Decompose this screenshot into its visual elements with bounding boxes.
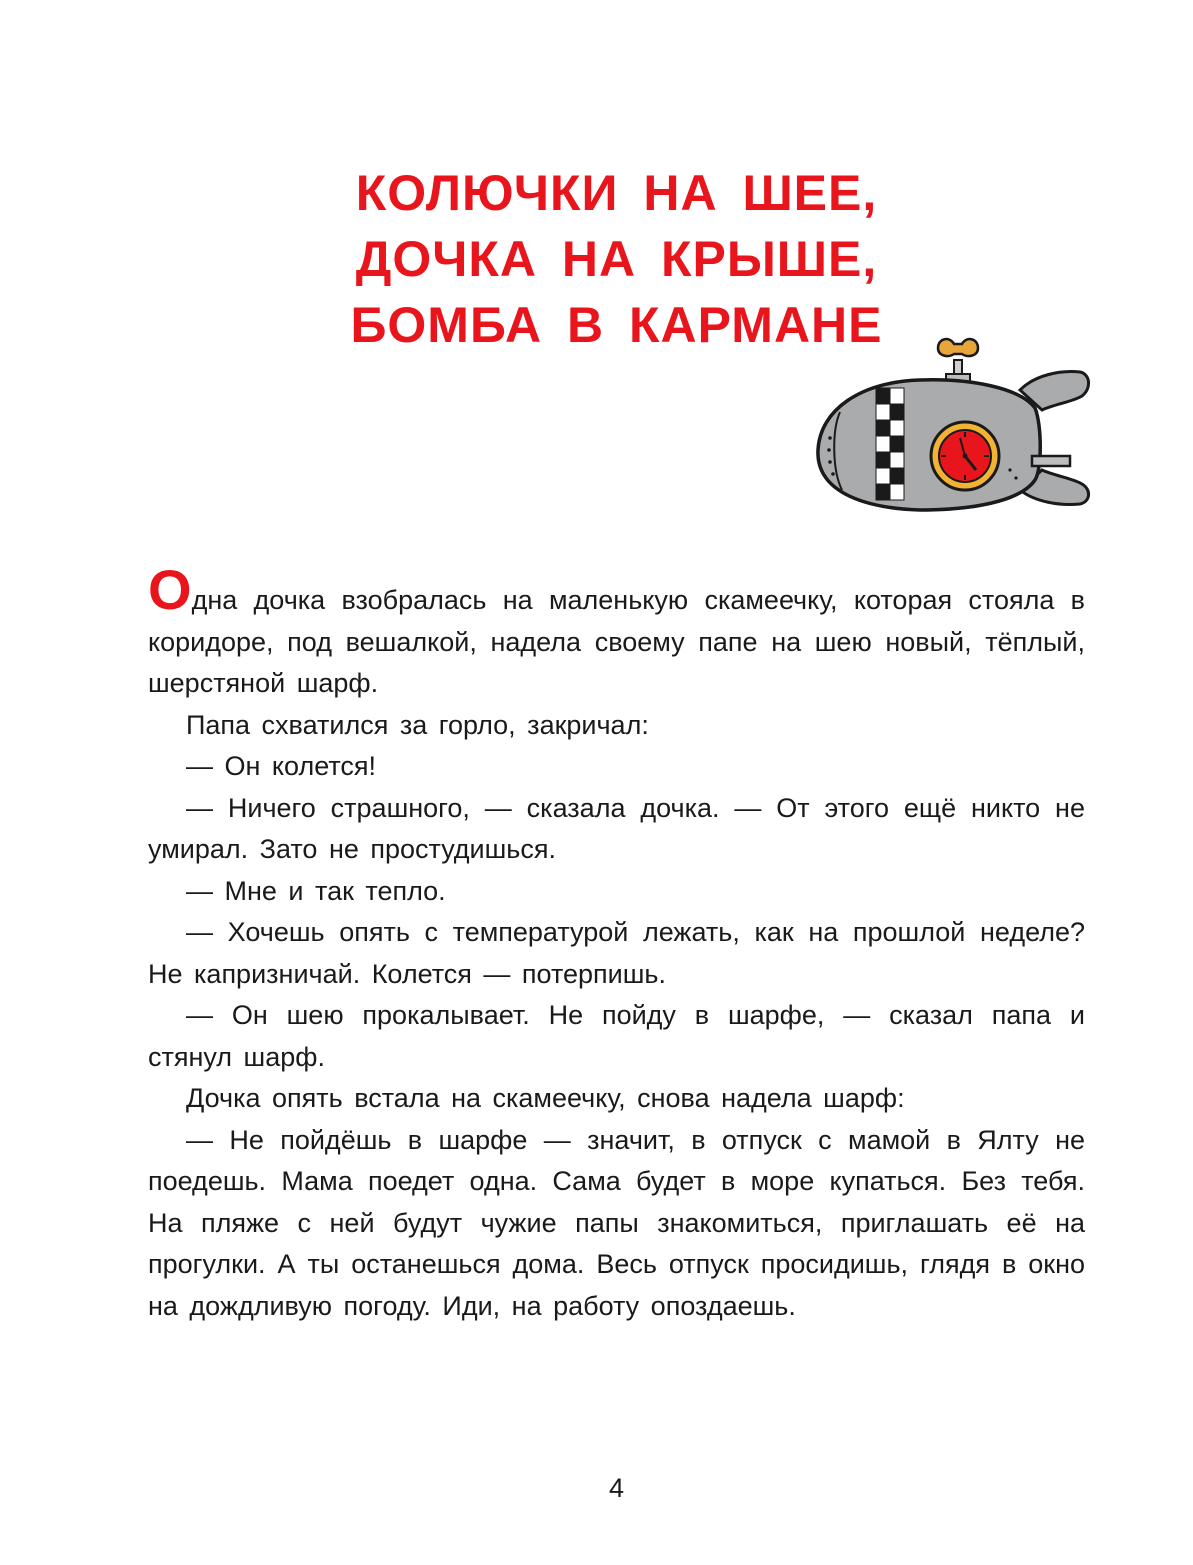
- bomb-body: [818, 380, 1040, 510]
- paragraph-8: Дочка опять встала на скамеечку, снова надела шарф:: [186, 1083, 905, 1113]
- chapter-title-line-2: ДОЧКА НА КРЫШЕ,: [355, 231, 878, 287]
- paragraph-3: — Он колется!: [186, 751, 377, 781]
- paragraph-1-text: дна дочка взобралась на маленькую скамеечку, которая стояла в коридоре, под вешалкой, надела своему папе на шею новый, тёплый, шерстяной шарф.: [148, 585, 1085, 698]
- paragraph-7: — Он шею прокалывает. Не пойду в шарфе, — сказал папа и стянул шарф.: [148, 1000, 1085, 1072]
- paragraph-9: — Не пойдёшь в шарфе — значит, в отпуск с мамой в Ялту не поедешь. Мама поедет одна. Сама будет в море купаться. Без тебя. На пляже с ней будут чужие папы знакомиться, приглашать её на прогулки. А ты останешься дома. Весь отпуск просидишь, глядя в окно на дождливую погоду. Иди, на работу опоздаешь.: [148, 1124, 1085, 1321]
- paragraph-2: Папа схватился за горло, закричал:: [186, 709, 649, 740]
- chapter-title-line-1: КОЛЮЧКИ НА ШЕЕ,: [355, 165, 878, 221]
- bomb-side-pin: [1032, 456, 1070, 466]
- bomb-icon: [810, 330, 1100, 550]
- chapter-title-line-3: БОМБА В КАРМАНЕ: [350, 297, 883, 353]
- drop-cap: О: [148, 558, 192, 621]
- chapter-title: [180, 160, 1053, 358]
- paragraph-6: — Хочешь опять с температурой лежать, как на прошлой неделе? Не капризничай. Колется — потерпишь.: [148, 917, 1085, 989]
- paragraph-1: [148, 558, 1085, 705]
- page-number: 4: [608, 1473, 625, 1503]
- bomb-clock-center: [963, 454, 968, 459]
- paragraph-5: — Мне и так тепло.: [186, 875, 446, 906]
- bomb-checker-band: [876, 388, 904, 500]
- chapter-body: [148, 558, 1085, 1327]
- paragraph-4: — Ничего страшного, — сказала дочка. — От этого ещё никто не умирал. Зато не простудишься.: [148, 792, 1085, 864]
- bomb-key-handle: [938, 339, 978, 356]
